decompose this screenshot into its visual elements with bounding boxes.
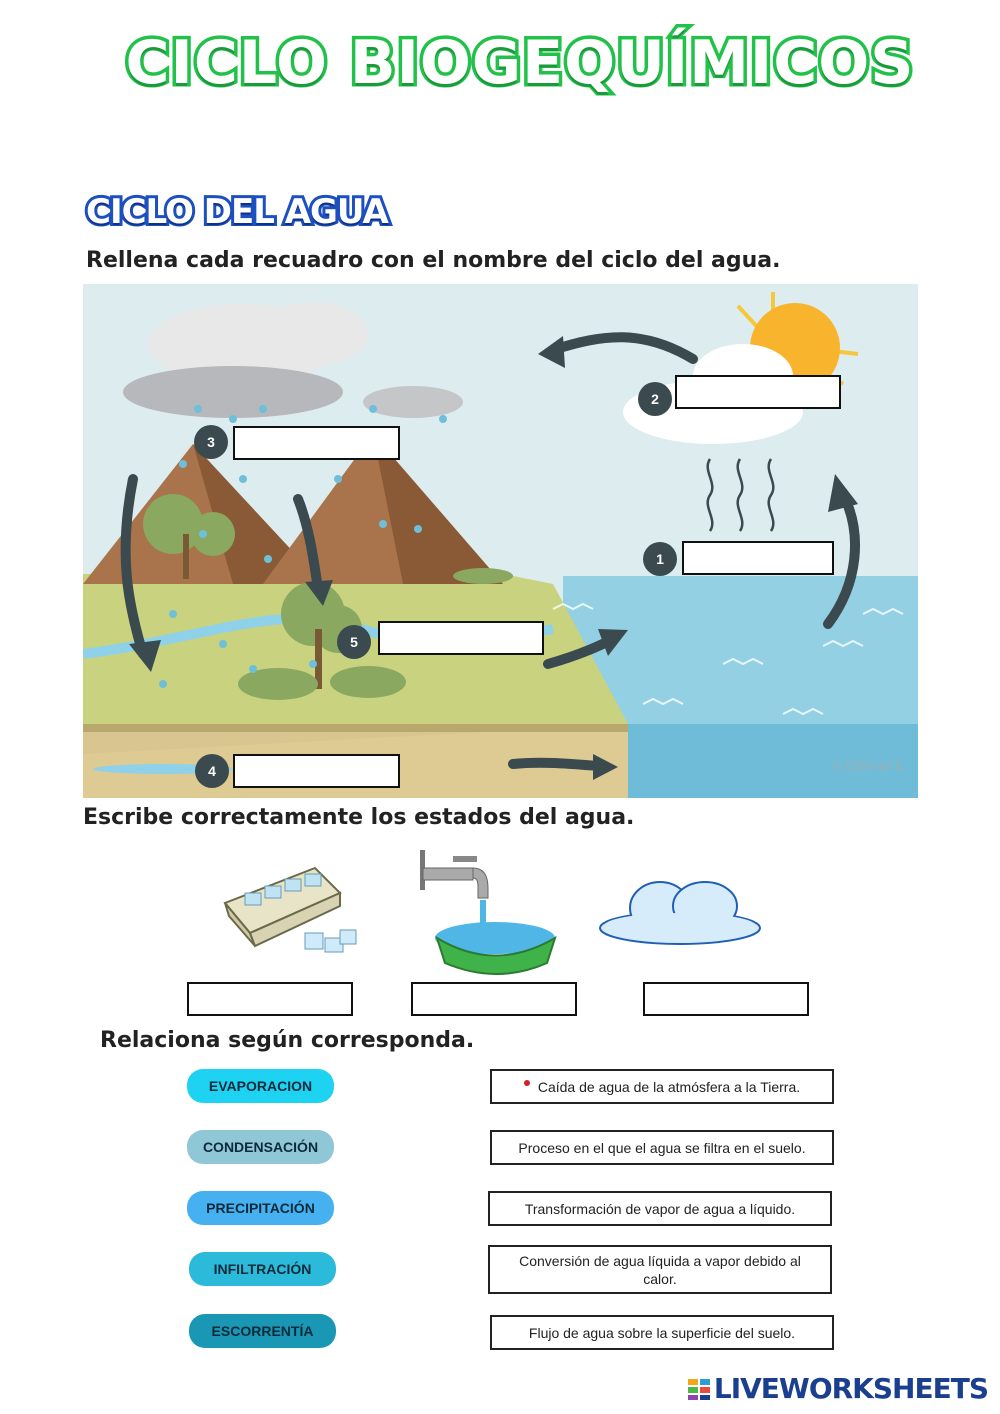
step-number-2: 2: [638, 382, 672, 416]
answer-box-5[interactable]: [378, 621, 544, 655]
definition-1[interactable]: [490, 1069, 834, 1104]
states-instruction: Escribe correctamente los estados del agua.: [83, 805, 635, 830]
definition-4[interactable]: Conversión de agua líquida a vapor debido al calor.: [488, 1245, 832, 1294]
step-number-3: 3: [194, 425, 228, 459]
term-precipitacion[interactable]: PRECIPITACIÓN: [187, 1191, 334, 1225]
step-number-4: 4: [195, 754, 229, 788]
relate-instruction: Relaciona según corresponda.: [100, 1028, 475, 1053]
state-answer-solid[interactable]: [187, 982, 353, 1016]
term-evaporacion[interactable]: EVAPORACION: [187, 1069, 334, 1103]
liveworksheets-logo-icon: [687, 1377, 711, 1401]
footer-brand-text: LIVEWORKSHEETS: [713, 1372, 988, 1405]
worksheet-title: CICLO BIOGEQUÍMICOS: [125, 28, 915, 98]
answer-box-4[interactable]: [233, 754, 400, 788]
cycle-instruction: Rellena cada recuadro con el nombre del ciclo del agua.: [86, 248, 781, 273]
definition-2[interactable]: Proceso en el que el agua se filtra en el suelo.: [490, 1130, 834, 1165]
copyright-text: © Editorial E: [832, 758, 905, 773]
answer-box-1[interactable]: [682, 541, 834, 575]
definition-1-text: Caída de agua de la atmósfera a la Tierra.: [537, 1078, 801, 1095]
water-states-images: [215, 838, 773, 978]
definition-3[interactable]: Transformación de vapor de agua a líquido.: [488, 1191, 832, 1226]
step-number-1: 1: [643, 542, 677, 576]
definition-5[interactable]: Flujo de agua sobre la superficie del suelo.: [490, 1315, 834, 1350]
state-answer-gas[interactable]: [643, 982, 809, 1016]
term-escorrentia[interactable]: ESCORRENTÍA: [189, 1314, 336, 1348]
footer-brand: [687, 1372, 988, 1405]
term-infiltracion[interactable]: INFILTRACIÓN: [189, 1252, 336, 1286]
section-title: CICLO DEL AGUA: [86, 192, 388, 232]
answer-box-2[interactable]: [675, 375, 841, 409]
state-answer-liquid[interactable]: [411, 982, 577, 1016]
answer-box-3[interactable]: [233, 426, 400, 460]
term-condensacion[interactable]: CONDENSACIÓN: [187, 1130, 334, 1164]
match-dot[interactable]: [524, 1080, 530, 1086]
step-number-5: 5: [337, 625, 371, 659]
